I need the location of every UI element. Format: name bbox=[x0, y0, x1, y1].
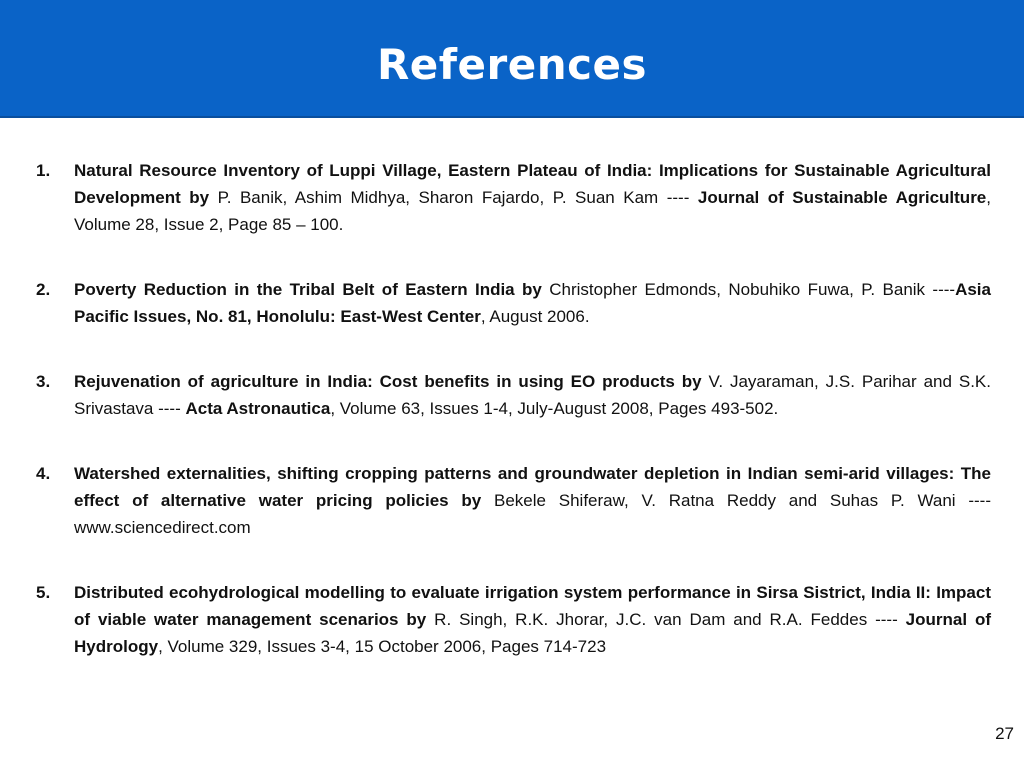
reference-number: 1. bbox=[36, 161, 51, 180]
reference-details: , August 2006. bbox=[480, 307, 590, 326]
reference-details: , Volume 329, Issues 3-4, 15 October 2006, Pages 714-723 bbox=[158, 637, 607, 656]
reference-item bbox=[36, 460, 991, 541]
reference-title: Watershed externalities, shifting cropping patterns and groundwater depletion in Indian semi-arid villages: The effect of alternative water pricing policies by bbox=[74, 464, 991, 510]
reference-authors: Bekele Shiferaw, V. Ratna Reddy and Suhas P. Wani ---- www.sciencedirect.com bbox=[74, 491, 991, 537]
title-bar bbox=[0, 0, 1024, 118]
reference-title: Distributed ecohydrological modelling to evaluate irrigation system performance in Sirsa Sistrict, India II: Impact of viable water management scenarios by bbox=[74, 583, 991, 629]
reference-authors: Christopher Edmonds, Nobuhiko Fuwa, P. Banik ---- bbox=[541, 280, 956, 299]
reference-text bbox=[74, 368, 991, 422]
reference-number: 2. bbox=[36, 280, 51, 299]
reference-number: 3. bbox=[36, 372, 51, 391]
reference-authors: R. Singh, R.K. Jhorar, J.C. van Dam and R.A. Feddes ---- bbox=[426, 610, 906, 629]
reference-journal: Acta Astronautica bbox=[185, 399, 331, 418]
reference-details: , Volume 63, Issues 1-4, July-August 2008, Pages 493-502. bbox=[330, 399, 779, 418]
reference-details: , Volume 28, Issue 2, Page 85 – 100. bbox=[74, 188, 991, 234]
reference-title: Rejuvenation of agriculture in India: Cost benefits in using EO products by bbox=[74, 372, 702, 391]
reference-item bbox=[36, 157, 991, 238]
reference-number: 4. bbox=[36, 464, 51, 483]
reference-item bbox=[36, 579, 991, 660]
reference-item bbox=[36, 276, 991, 330]
reference-journal: Journal of Hydrology bbox=[74, 610, 992, 656]
reference-title: Natural Resource Inventory of Luppi Village, Eastern Plateau of India: Implications for Sustainable Agricultural Development by bbox=[74, 161, 991, 207]
slide-number: 27 bbox=[995, 724, 1014, 743]
reference-text bbox=[74, 157, 991, 238]
reference-text bbox=[74, 579, 991, 660]
reference-list bbox=[36, 157, 991, 660]
reference-text bbox=[74, 460, 991, 541]
reference-text bbox=[74, 276, 991, 330]
reference-authors: P. Banik, Ashim Midhya, Sharon Fajardo, P. Suan Kam ---- bbox=[209, 188, 698, 207]
reference-number: 5. bbox=[36, 583, 51, 602]
reference-item bbox=[36, 368, 991, 422]
reference-title: Poverty Reduction in the Tribal Belt of Eastern India by bbox=[74, 280, 542, 299]
slide-title: References bbox=[376, 40, 648, 89]
reference-authors: V. Jayaraman, J.S. Parihar and S.K. Srivastava ---- bbox=[74, 372, 991, 418]
reference-journal: Asia Pacific Issues, No. 81, Honolulu: East-West Center bbox=[74, 280, 991, 326]
reference-journal: Journal of Sustainable Agriculture bbox=[697, 188, 987, 207]
